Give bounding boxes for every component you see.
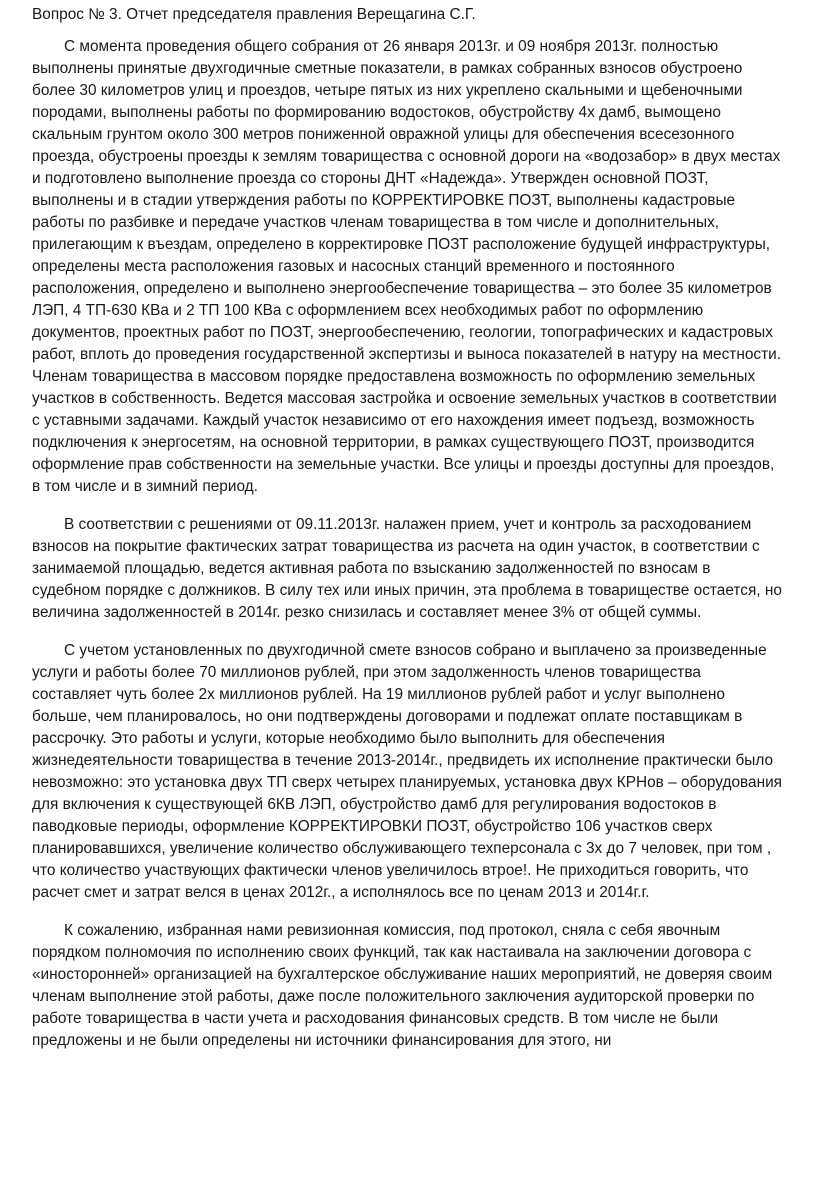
paragraph-summary-of-works: С момента проведения общего собрания от 26 января 2013г. и 09 ноября 2013г. полностью выполнены принятые двухгодичные сметные показатели, в рамках собранных взносов обустроено более 30 километров улиц и проездов, четыре пятых из них укреплено скальными и щебеночными породами, выполнены работы по формированию водостоков, обустройству 4х дамб, вымощено скальным грунтом около 300 метров пониженной овражной улицы для обеспечения всесезонного проезда, обустроены проезды к землям товарищества с основной дороги на «водозабор» в двух местах и подготовлено выполнение проезда со стороны ДНТ «Надежда». Утвержден основной ПОЗТ, выполнены и в стадии утверждения работы по КОРРЕКТИРОВКЕ ПОЗТ, выполнены кадастровые работы по разбивке и передаче участков членам товарищества в том числе и дополнительных, прилегающим к въездам, определено в корректировке ПОЗТ расположение будущей инфраструктуры, определены места расположения газовых и насосных станций временного и постоянного расположения, определено и выполнено энергообеспечение товарищества – это более 35 километров ЛЭП, 4 ТП-630 КВа и 2 ТП 100 КВа с оформлением всех необходимых работ по оформлению документов, проектных работ по ПОЗТ, энергообеспечению, геологии, топографических и кадастровых работ, вплоть до проведения государственной экспертизы и выноса показателей в натуру на местности. Членам товарищества в массовом порядке предоставлена возможность по оформлению земельных участков в собственность. Ведется массовая застройка и освоение земельных участков в соответствии с уставными задачами. Каждый участок независимо от его нахождения имеет подъезд, возможность подключения к энергосетям, на основной территории, в рамках существующего ПОЗТ, производится оформление прав собственности на земельные участки. Все улицы и проезды доступны для проездов, в том числе и в зимний период. — [32, 38, 782, 495]
paragraph-contributions-control: В соответствии с решениями от 09.11.2013г. налажен прием, учет и контроль за расходованием взносов на покрытие фактических затрат товарищества из расчета на один участок, в соответствии с занимаемой площадью, ведется активная работа по взысканию задолженностей по взносам в судебном порядке с должников. В силу тех или иных причин, эта проблема в товариществе остается, но величина задолженностей в 2014г. резко снизилась и составляет менее 3% от общей суммы. — [32, 516, 782, 621]
paragraph-audit-commission: К сожалению, избранная нами ревизионная комиссия, под протокол, сняла с себя явочным порядком полномочия по исполнению своих функций, так как настаивала на заключении договора с «иносторонней» организацией на бухгалтерское обслуживание наших мероприятий, не доверяя своим членам выполнение этой работы, даже после положительного заключения аудиторской проверки по работе товарищества в части учета и расходования финансовых средств. В том числе не были предложены и не были определены ни источники финансирования для этого, ни — [32, 922, 773, 1049]
section-heading: Вопрос № 3. Отчет председателя правления Верещагина С.Г. — [32, 6, 476, 23]
paragraph-budget-execution: С учетом установленных по двухгодичной смете взносов собрано и выплачено за произведенные услуги и работы более 70 миллионов рублей, при этом задолженность членов товарищества составляет чуть более 2х миллионов рублей. На 19 миллионов рублей работ и услуг выполнено больше, чем планировалось, но они подтверждены договорами и подлежат оплате поставщикам в рассрочку. Это работы и услуги, которые необходимо было выполнить для обеспечения жизнедеятельности товарищества в течение 2013-2014г., предвидеть их исполнение практически было невозможно: это установка двух ТП сверх четырех планируемых, установка двух КРНов – оборудования для включения к существующей 6КВ ЛЭП, обустройство дамб для регулирования водостоков в паводковые периоды, оформление КОРРЕКТИРОВКИ ПОЗТ, обустройство 106 участков сверх планировавшихся, увеличение количество обслуживающего техперсонала с 3х до 7 человек, при том , что количество участвующих фактически членов увеличилось втрое!. Не приходиться говорить, что расчет смет и затрат велся в ценах 2012г., а исполнялось все по ценам 2013 и 2014г.г. — [32, 642, 783, 901]
